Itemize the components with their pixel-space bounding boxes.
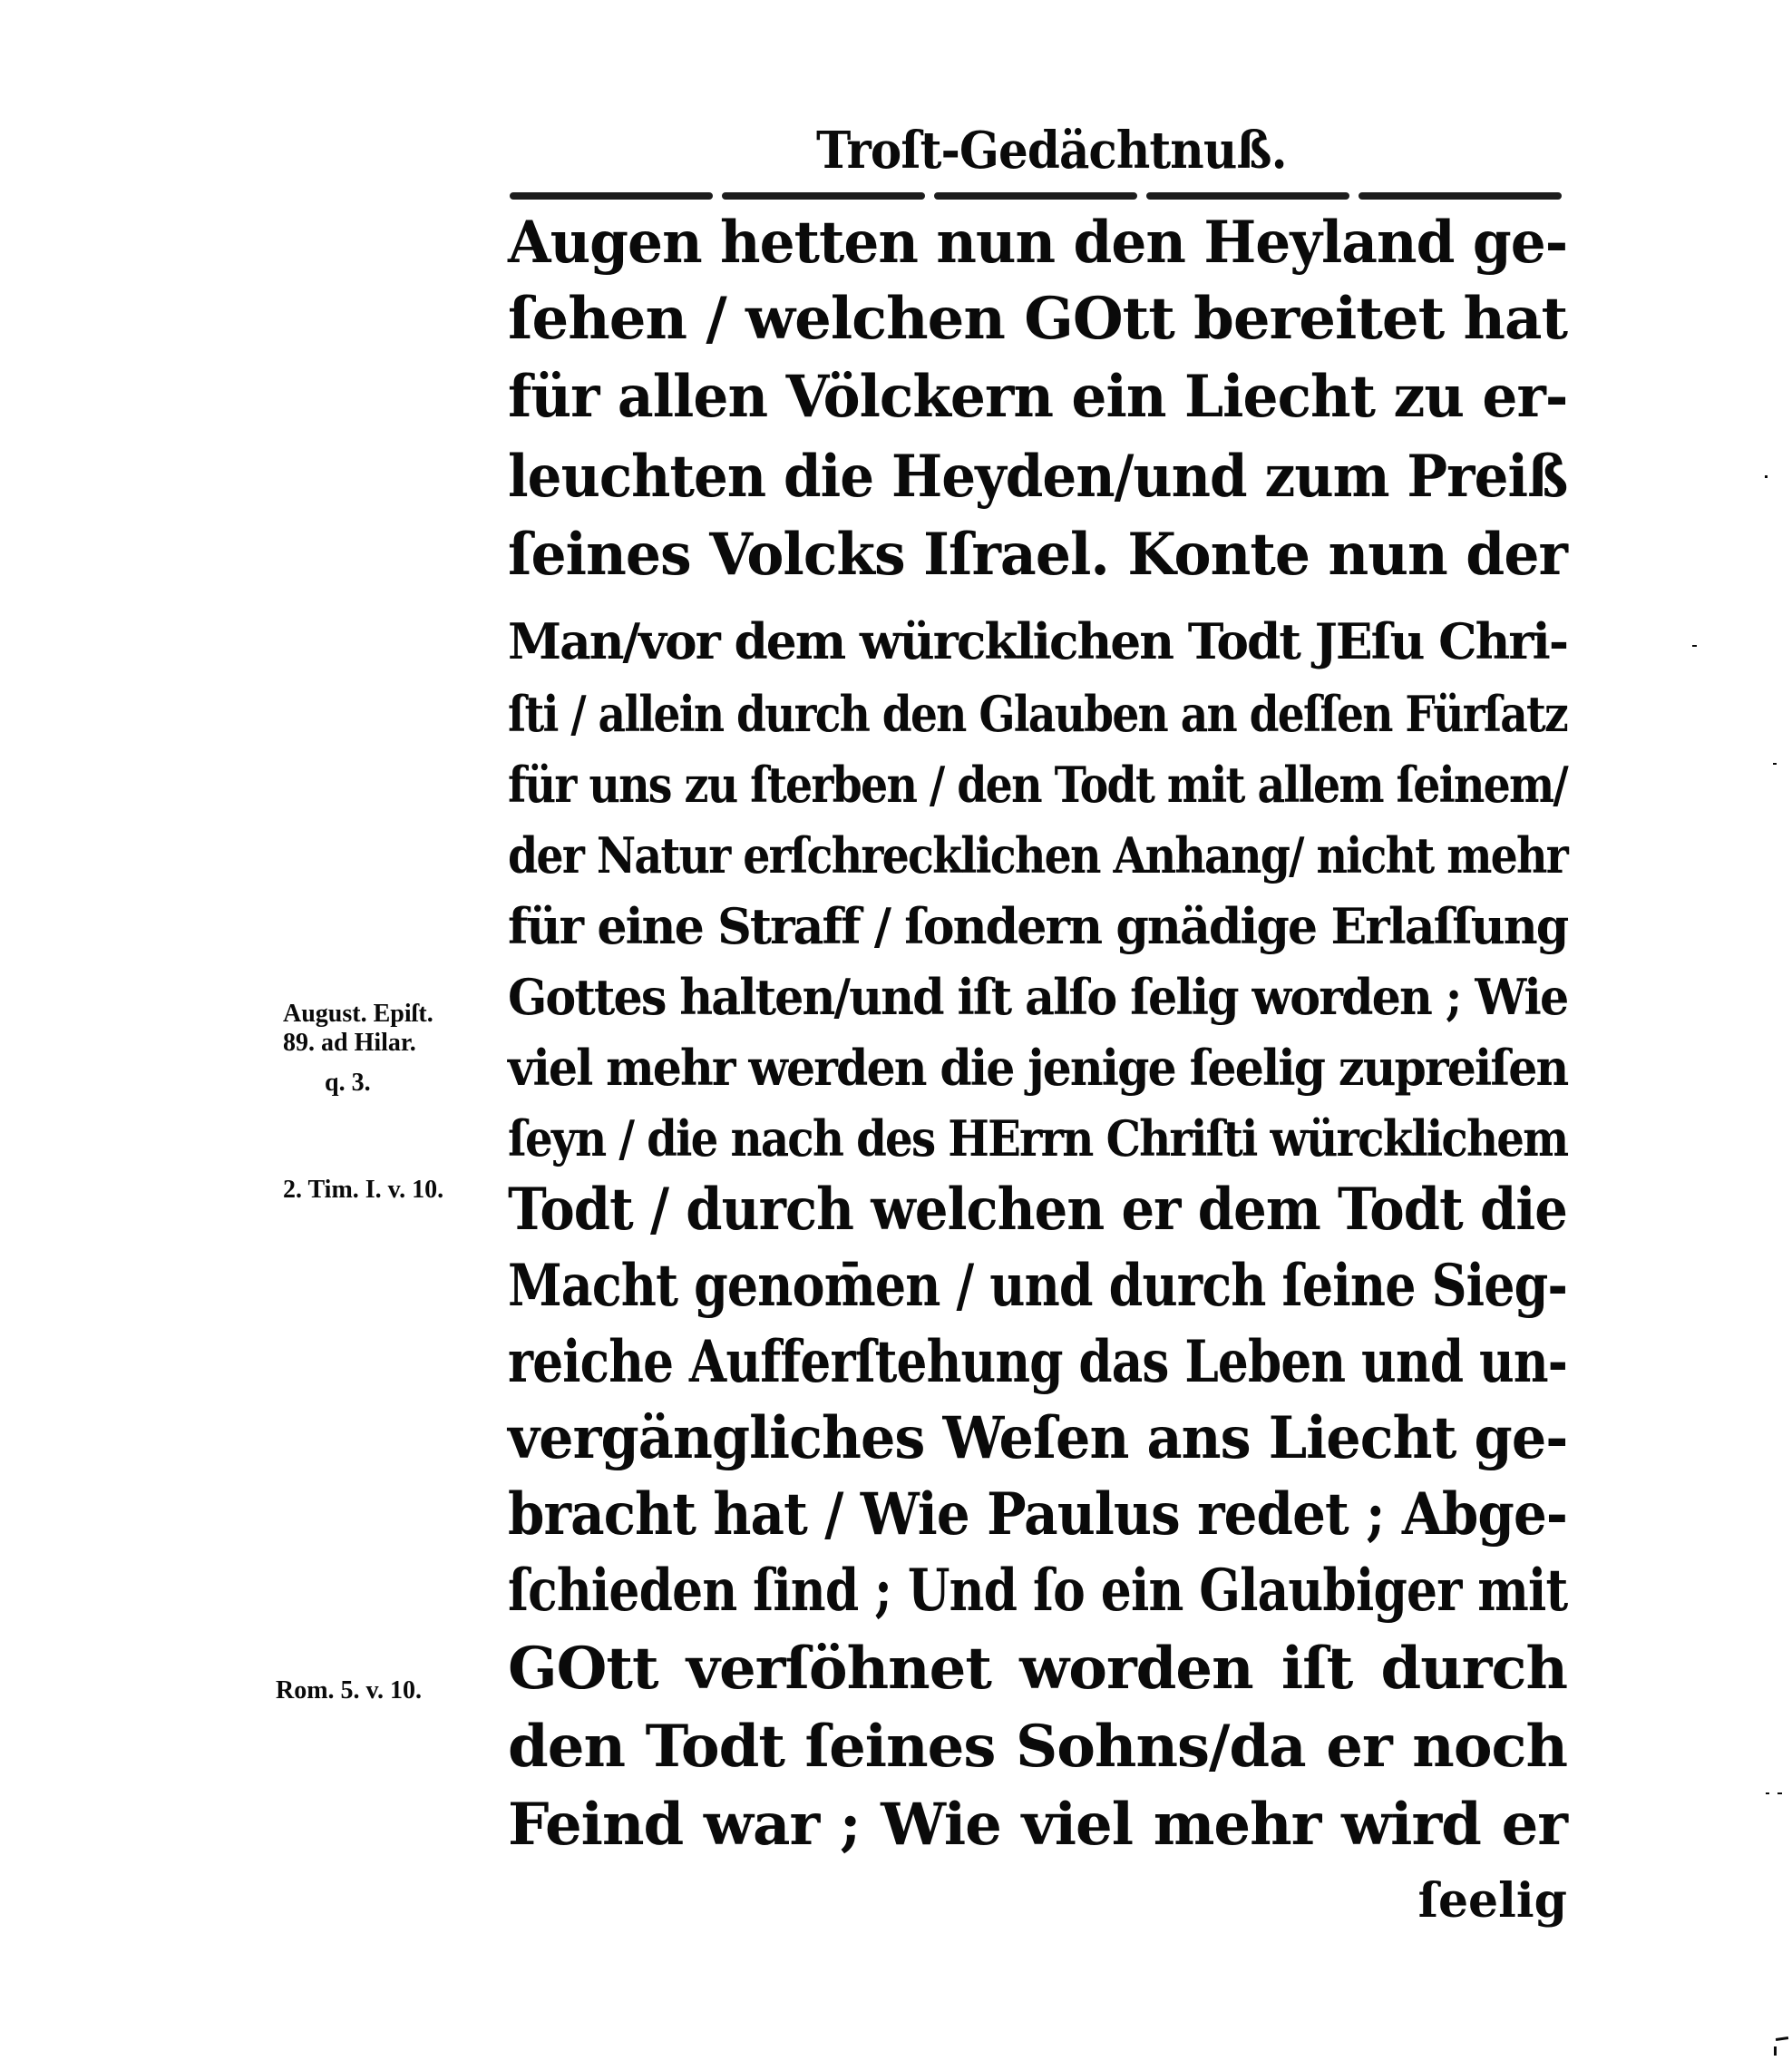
- text-line: ſehen / welchen GOtt bereitet hat: [508, 285, 1567, 353]
- scan-speck: [1776, 2037, 1788, 2041]
- scan-speck: [1773, 763, 1777, 765]
- text-line: ſchieden ſind ; Und ſo ein Glaubiger mit: [508, 1557, 1568, 1625]
- text-line: vergängliches Weſen ans Liecht ge-: [508, 1404, 1568, 1472]
- text-line: den Todt ſeines Sohns/da er noch: [508, 1713, 1567, 1781]
- marginal-note-line: Rom. 5. v. 10.: [276, 1676, 422, 1704]
- rule-segment: [722, 192, 925, 200]
- marginal-note-line: q. 3.: [325, 1069, 371, 1098]
- marginal-note-timothy: [283, 1176, 443, 1205]
- header-rule: [510, 192, 1562, 201]
- scan-speck: [1777, 1792, 1782, 1794]
- text-line: leuchten die Heyden/und zum Preiß: [508, 443, 1568, 511]
- text-line: ſeyn / die nach des HErrn Chriſti würcklichem: [508, 1109, 1568, 1167]
- text-line: Augen hetten nun den Heyland ge-: [508, 209, 1568, 277]
- rule-segment: [934, 192, 1137, 200]
- scan-speck: [1766, 1792, 1769, 1794]
- text-line: ſti / allein durch den Glauben an deſſen Fürſatz: [508, 685, 1567, 743]
- text-line: GOtt verſöhnet worden iſt durch: [508, 1635, 1567, 1703]
- text-line: Macht genom̄en / und durch ſeine Sieg-: [508, 1252, 1567, 1320]
- rule-segment: [510, 192, 713, 200]
- scan-speck: [1774, 2046, 1777, 2056]
- text-line: für eine Straff / ſondern gnädige Erlaſſung: [508, 897, 1568, 955]
- marginal-note-line: 2. Tim. I. v. 10.: [283, 1176, 444, 1204]
- marginal-note-augustine: [283, 1000, 433, 1099]
- scan-speck: [1765, 475, 1768, 478]
- rule-segment: [1146, 192, 1349, 200]
- text-line: Gottes halten/und iſt alſo ſelig worden ; Wie: [508, 968, 1568, 1026]
- marginal-note-romans: [276, 1676, 422, 1705]
- text-line: bracht hat / Wie Paulus redet ; Abge-: [508, 1480, 1567, 1548]
- running-head: Troſt-Gedächtnuß.: [816, 121, 1287, 181]
- text-line: Man/vor dem würcklichen Todt JEſu Chri-: [508, 612, 1567, 670]
- text-line: Feind war ; Wie viel mehr wird er: [508, 1791, 1567, 1859]
- text-line: ſeines Volcks Iſrael. Konte nun der: [508, 521, 1567, 589]
- scan-speck: [1692, 645, 1697, 647]
- text-line: für uns zu ſterben / den Todt mit allem ſeinem/: [508, 756, 1567, 814]
- catchword: ſeelig: [1417, 1873, 1567, 1929]
- text-line: für allen Völckern ein Liecht zu er-: [508, 363, 1568, 431]
- text-line: reiche Aufferſtehung das Leben und un-: [508, 1328, 1567, 1396]
- text-line: viel mehr werden die jenige ſeelig zupreiſen: [508, 1039, 1568, 1097]
- text-line: Todt / durch welchen er dem Todt die: [508, 1176, 1567, 1244]
- marginal-note-line: 89. ad Hilar.: [283, 1029, 416, 1058]
- marginal-note-line: August. Epiſt.: [283, 1000, 433, 1028]
- text-line: der Natur erſchrecklichen Anhang/ nicht mehr: [508, 826, 1567, 884]
- rule-segment: [1359, 192, 1562, 200]
